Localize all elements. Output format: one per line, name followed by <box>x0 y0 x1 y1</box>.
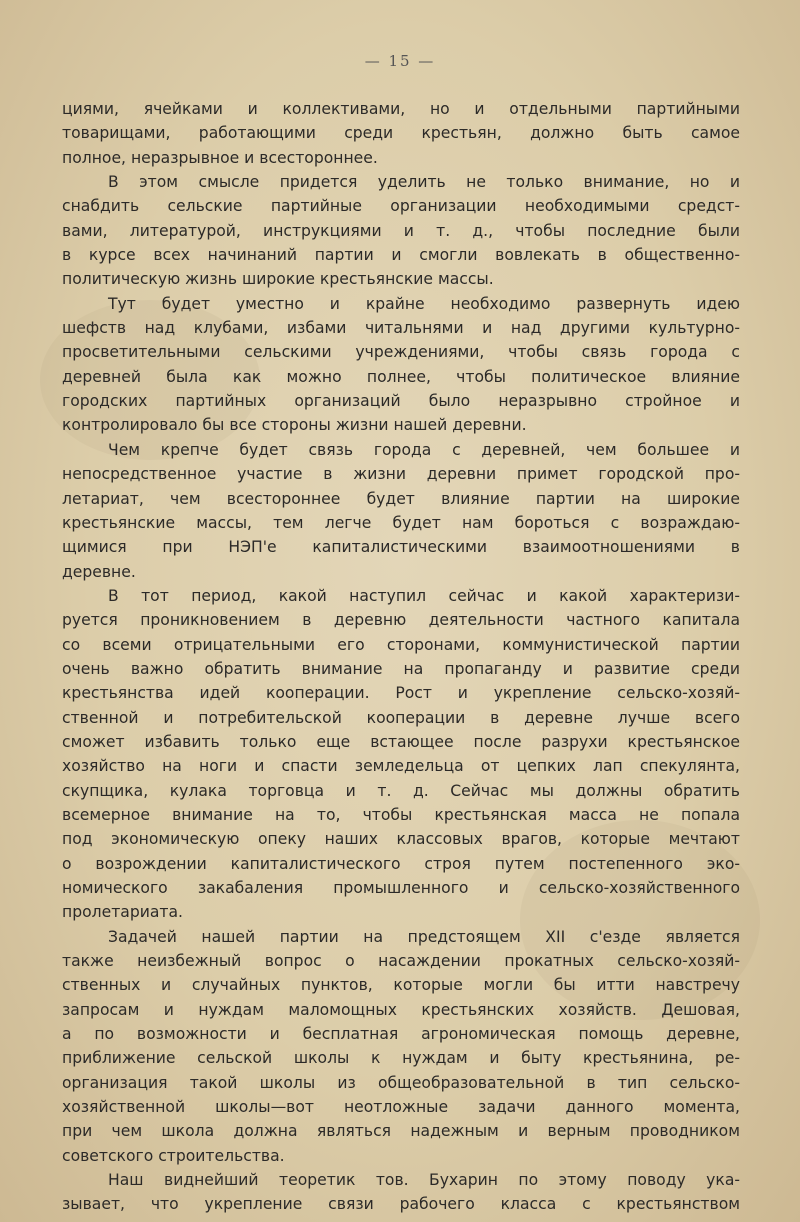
text-line: Чем крепче будет связь города с деревней, чем большее и <box>108 440 740 459</box>
text-line: щимися при НЭП'е капиталистическими взаимоотношениями в <box>62 538 740 557</box>
text-line: под экономическую опеку наших классовых врагов, которые мечтают <box>62 830 740 849</box>
text-line: советского строительства. <box>62 1146 285 1165</box>
text-line: просветительными сельскими учреждениями, чтобы связь города с <box>62 343 740 362</box>
text-line: руется проникновением в деревню деятельности частного капитала <box>62 611 740 630</box>
text-line: а по возможности и бесплатная агрономическая помощь деревне, <box>62 1025 740 1044</box>
text-line: вами, литературой, инструкциями и т. д., чтобы последние были <box>62 221 740 240</box>
text-line: Задачей нашей партии на предстоящем XII с'езде является <box>108 927 740 946</box>
text-line: хозяйство на ноги и спасти земледельца от цепких лап спекулянта, <box>62 757 740 776</box>
text-line: со всеми отрицательными его сторонами, коммунистической партии <box>62 635 740 654</box>
text-line: также неизбежный вопрос о насаждении прокатных сельско-хозяй- <box>62 952 740 971</box>
text-line: приближение сельской школы к нуждам и быту крестьянина, ре- <box>62 1049 740 1068</box>
text-line: хозяйственной школы—вот неотложные задачи данного момента, <box>62 1098 740 1117</box>
text-line: деревней была как можно полнее, чтобы политическое влияние <box>62 367 740 386</box>
text-line: очень важно обратить внимание на пропаганду и развитие среди <box>62 659 740 678</box>
text-line: контролировало бы все стороны жизни нашей деревни. <box>62 416 527 435</box>
text-line: снабдить сельские партийные организации необходимыми средст- <box>62 197 740 216</box>
text-line: пролетариата. <box>62 903 184 922</box>
body-text <box>62 97 740 1217</box>
text-line: ственных и случайных пунктов, которые могли бы итти навстречу <box>62 976 740 995</box>
text-line: полное, неразрывное и всестороннее. <box>62 148 378 167</box>
text-line: всемерное внимание на то, чтобы крестьянская масса не попала <box>62 805 740 824</box>
text-line: о возрождении капиталистического строя путем постепенного эко- <box>62 854 740 873</box>
text-line: ственной и потребительской кооперации в деревне лучше всего <box>62 708 740 727</box>
text-line: крестьянские массы, тем легче будет нам бороться с возраждаю- <box>62 513 740 532</box>
text-line: летариат, чем всестороннее будет влияние партии на широкие <box>62 489 740 508</box>
text-line: непосредственное участие в жизни деревни примет городской про- <box>62 465 740 484</box>
text-line: при чем школа должна являться надежным и верным проводником <box>62 1122 740 1141</box>
text-line: В этом смысле придется уделить не только внимание, но и <box>108 173 740 192</box>
text-line: Тут будет уместно и крайне необходимо развернуть идею <box>108 294 740 313</box>
text-line: сможет избавить только еще встающее после разрухи крестьянское <box>62 732 740 751</box>
text-line: в курсе всех начинаний партии и смогли вовлекать в общественно- <box>62 246 740 265</box>
text-line: циями, ячейками и коллективами, но и отдельными партийными <box>62 100 740 118</box>
text-line: номического закабаления промышленного и сельско-хозяйственного <box>62 879 740 897</box>
text-line: шефств над клубами, избами читальнями и над другими культурно- <box>62 319 740 338</box>
text-line: городских партийных организаций было неразрывно стройное и <box>62 392 740 411</box>
text-line: товарищами, работающими среди крестьян, должно быть самое <box>62 124 740 143</box>
text-line: запросам и нуждам маломощных крестьянских хозяйств. Дешовая, <box>62 1000 740 1019</box>
page-number: — 15 — <box>364 52 436 70</box>
text-line: организация такой школы из общеобразовательной в тип сельско- <box>62 1073 740 1092</box>
text-line: деревне. <box>62 562 136 581</box>
text-line: политическую жизнь широкие крестьянские массы. <box>62 270 494 289</box>
text-line: Наш виднейший теоретик тов. Бухарин по этому поводу ука- <box>108 1171 740 1190</box>
text-line: скупщика, кулака торговца и т. д. Сейчас мы должны обратить <box>62 781 740 800</box>
text-line: крестьянства идей кооперации. Рост и укрепление сельско-хозяй- <box>62 684 740 703</box>
text-line: зывает, что укрепление связи рабочего класса с крестьянством <box>62 1195 740 1214</box>
text-line: В тот период, какой наступил сейчас и какой характеризи- <box>108 586 740 605</box>
